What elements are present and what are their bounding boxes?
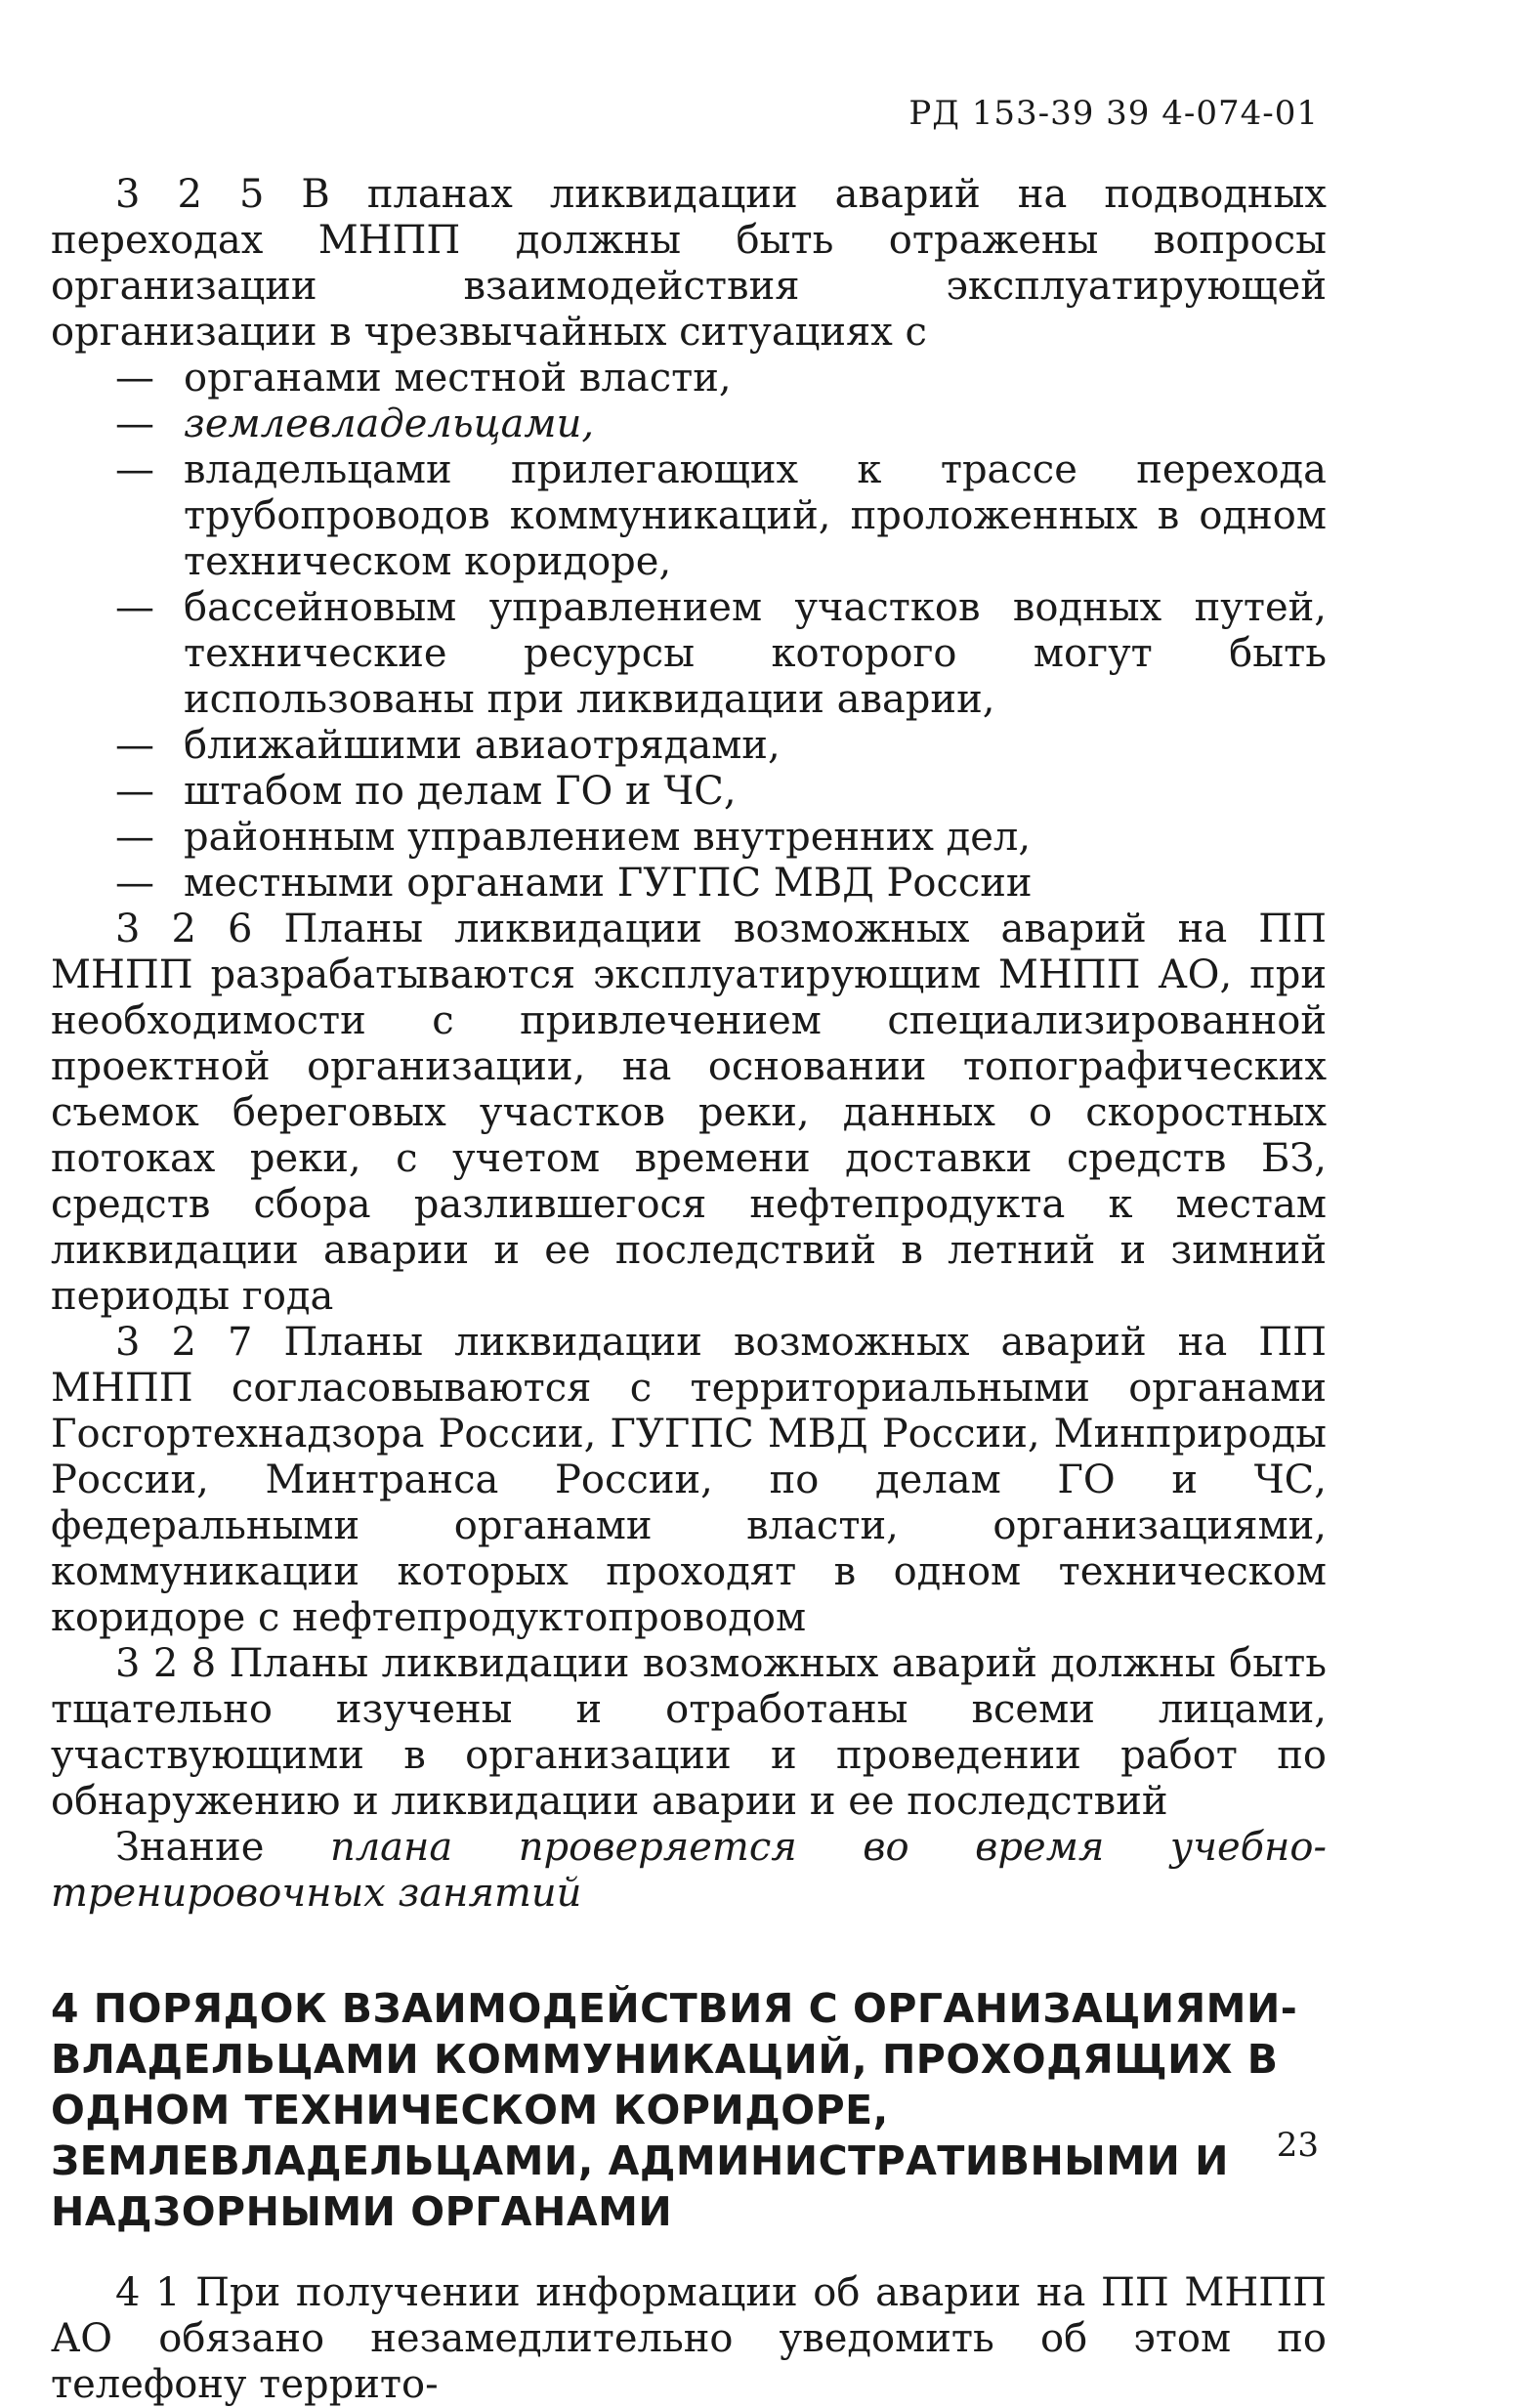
list-item-text: ближайшими авиаотрядами, (184, 723, 781, 768)
dash-mark: — (115, 447, 154, 492)
paragraph-3-2-8: 3 2 8 Планы ликвидации возможных аварий должны быть тщательно изучены и отработаны всеми лицами, участвующими в организации и проведении работ по обнаружению и ликвидации аварии и ее последствий (51, 1641, 1327, 1824)
list-item-text: бассейновым управлением участков водных путей, технические ресурсы которого могут быть использованы при ликвидации аварии, (184, 585, 1327, 722)
list-item (51, 585, 1327, 723)
dash-mark: — (115, 723, 154, 768)
paragraph-plan-knowledge (51, 1825, 1327, 1917)
list-item (51, 815, 1327, 861)
document-code: РД 153-39 39 4-074-01 (908, 94, 1319, 133)
list-item (51, 401, 1327, 447)
paragraph-4-1: 4 1 При получении информации об аварии на ПП МНПП АО обязано незамедлительно уведомить об этом по телефону террито- (51, 2270, 1327, 2407)
list-item (51, 356, 1327, 401)
list-item-text: местными органами ГУГПС МВД России (184, 861, 1033, 906)
paragraph-3-2-7: 3 2 7 Планы ликвидации возможных аварий на ПП МНПП согласовываются с территориальными органами Госгортехнадзора России, ГУГПС МВД России, Минприроды России, Минтранса России, по делам ГО и ЧС, федеральными органами власти, организациями, коммуникации которых проходят в одном техническом коридоре с нефтепродуктопроводом (51, 1320, 1327, 1640)
list-item-text: штабом по делам ГО и ЧС, (184, 769, 737, 814)
dash-mark: — (115, 401, 154, 446)
knowledge-italic-text: плана проверяется во время учебно-тренировочных занятий (51, 1825, 1327, 1916)
list-item-text: органами местной власти, (184, 356, 732, 401)
list-item-text: районным управлением внутренних дел, (184, 815, 1032, 860)
interaction-parties-list (51, 356, 1327, 907)
list-item-text: владельцами прилегающих к трассе перехода трубопроводов коммуникаций, проложенных в одном техническом коридоре, (184, 447, 1327, 584)
dash-mark: — (115, 815, 154, 860)
section-4-heading: 4 ПОРЯДОК ВЗАИМОДЕЙСТВИЯ С ОРГАНИЗАЦИЯМИ-ВЛАДЕЛЬЦАМИ КОММУНИКАЦИЙ, ПРОХОДЯЩИХ В ОДНОМ ТЕХНИЧЕСКОМ КОРИДОРЕ, ЗЕМЛЕВЛАДЕЛЬЦАМИ, АДМИНИСТРАТИВНЫМИ И НАДЗОРНЫМИ ОРГАНАМИ (51, 1985, 1298, 2235)
dash-mark: — (115, 585, 154, 630)
page-number: 23 (1276, 2126, 1319, 2165)
knowledge-lead-text: Знание (115, 1825, 330, 1870)
list-item-text: землевладельцами, (184, 401, 595, 446)
list-item (51, 769, 1327, 815)
paragraph-3-2-6: 3 2 6 Планы ликвидации возможных аварий на ПП МНПП разрабатываются эксплуатирующим МНПП АО, при необходимости с привлечением специализированной проектной организации, на основании топографических съемок береговых участков реки, данных о скоростных потоках реки, с учетом времени доставки средств БЗ, средств сбора разлившегося нефтепродукта к местам ликвидации аварии и ее последствий в летний и зимний периоды года (51, 907, 1327, 1319)
dash-mark: — (115, 861, 154, 906)
document-body (51, 172, 1327, 2408)
dash-mark: — (115, 356, 154, 401)
paragraph-3-2-5: 3 2 5 В планах ликвидации аварий на подводных переходах МНПП должны быть отражены вопросы организации взаимодействия эксплуатирующей организации в чрезвычайных ситуациях с (51, 172, 1327, 355)
document-page (51, 0, 1327, 2407)
dash-mark: — (115, 769, 154, 814)
list-item (51, 723, 1327, 769)
list-item (51, 861, 1327, 907)
list-item (51, 447, 1327, 585)
